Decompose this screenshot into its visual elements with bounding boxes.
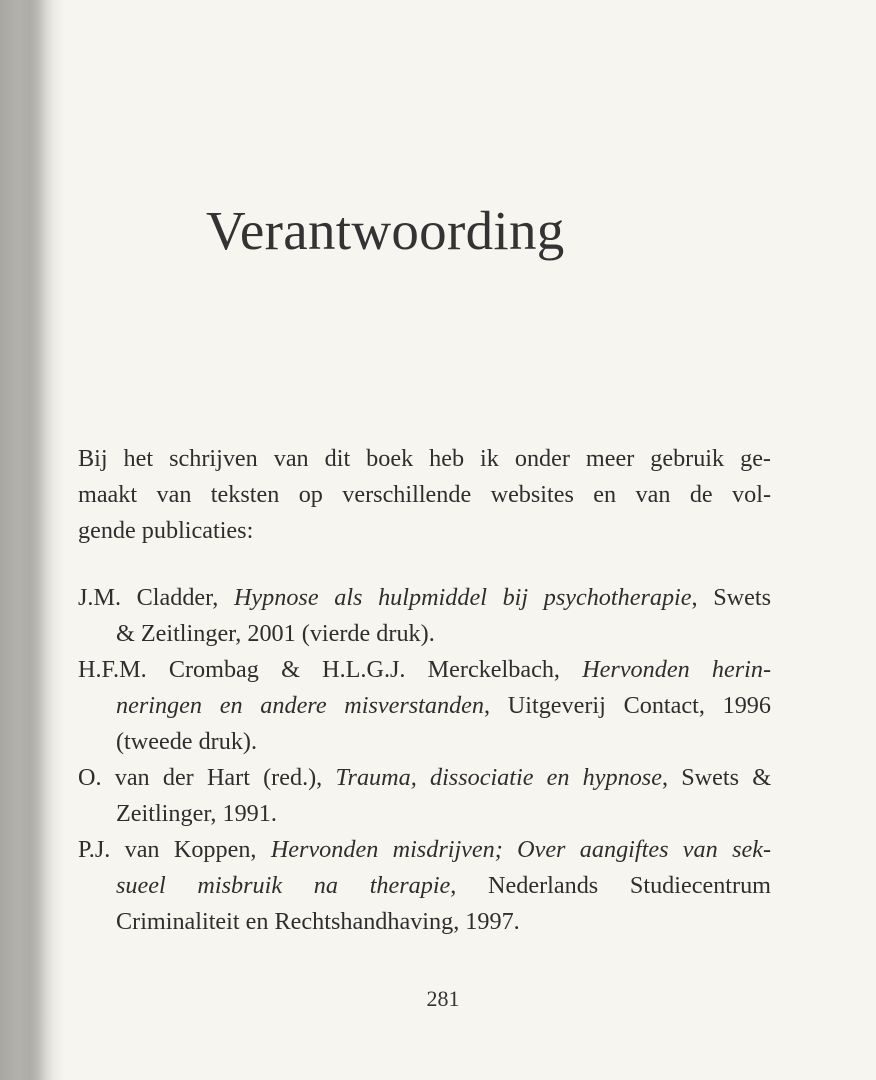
reference-line xyxy=(78,580,771,616)
reference-item xyxy=(78,580,771,652)
reference-title: Trauma, dissociatie en hypnose xyxy=(335,764,662,791)
reference-line xyxy=(78,760,771,796)
reference-author: P.J. van Koppen, xyxy=(78,836,271,863)
reference-title: Hervonden herin- xyxy=(582,656,772,683)
intro-paragraph xyxy=(78,441,771,549)
reference-publisher: , Nederlands Studiecentrum xyxy=(450,872,771,899)
reference-line: (tweede druk). xyxy=(116,728,258,755)
reference-line xyxy=(78,868,771,904)
reference-line: Criminaliteit en Rechtshandhaving, 1997. xyxy=(116,908,520,935)
reference-title: Hervonden misdrijven; Over aangiftes van sek- xyxy=(270,836,772,863)
reference-item xyxy=(78,760,771,832)
book-spine-shadow xyxy=(0,0,64,1080)
page-title: Verantwoording xyxy=(206,200,565,261)
reference-item xyxy=(78,832,771,940)
intro-line: maakt van teksten op verschillende websites en van de vol- xyxy=(78,481,771,508)
reference-line xyxy=(78,652,771,688)
reference-list xyxy=(78,580,771,940)
reference-line: & Zeitlinger, 2001 (vierde druk). xyxy=(116,620,435,647)
reference-author: H.F.M. Crombag & H.L.G.J. Merckelbach, xyxy=(78,656,583,683)
reference-line xyxy=(78,832,771,868)
intro-line: Bij het schrijven van dit boek heb ik onder meer gebruik ge- xyxy=(78,445,771,472)
intro-line: gende publicaties: xyxy=(78,517,254,544)
reference-author: J.M. Cladder, xyxy=(78,584,234,611)
reference-item xyxy=(78,652,771,760)
reference-author: O. van der Hart (red.), xyxy=(78,764,336,791)
reference-publisher: , Swets & xyxy=(661,764,772,791)
reference-title: sueel misbruik na therapie xyxy=(116,872,451,899)
reference-line: Zeitlinger, 1991. xyxy=(116,800,277,827)
reference-publisher: , Swets xyxy=(691,584,771,611)
reference-publisher: , Uitgeverij Contact, 1996 xyxy=(484,692,771,719)
reference-line xyxy=(78,688,771,724)
page-number: 281 xyxy=(426,986,460,1011)
reference-title: Hypnose als hulpmiddel bij psychotherapie xyxy=(233,584,692,611)
reference-title: neringen en andere misverstanden xyxy=(116,692,485,719)
